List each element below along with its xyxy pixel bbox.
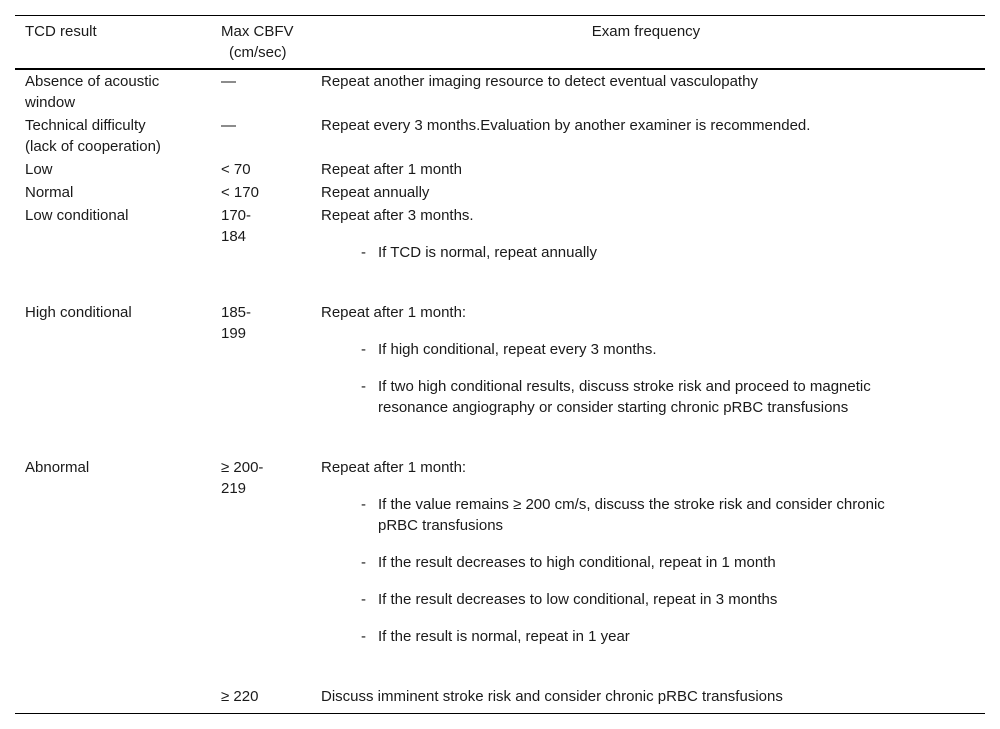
tcd-result-line: (lack of cooperation): [25, 138, 161, 155]
max-cbfv-value: < 170: [221, 184, 259, 201]
bullet-dash: -: [361, 591, 366, 608]
exam-frequency-text: Repeat another imaging resource to detect eventual vasculopathy: [321, 73, 758, 90]
exam-frequency-text: Repeat after 1 month: [321, 161, 462, 178]
table-bottom-rule: [15, 713, 985, 714]
bullet-text: If two high conditional results, discuss stroke risk and proceed to magnetic: [378, 378, 871, 395]
exam-frequency-text: Repeat after 1 month:: [321, 304, 467, 321]
table-header-rule: [15, 68, 985, 70]
exam-frequency-text: Discuss imminent stroke risk and consider chronic pRBC transfusions: [321, 688, 783, 705]
tcd-result-line: Normal: [25, 184, 74, 201]
max-cbfv-value: 170-: [221, 207, 252, 224]
header-tcd-result: TCD result: [25, 23, 97, 40]
tcd-result-line: Absence of acoustic: [25, 73, 160, 90]
max-cbfv-value: 184: [221, 228, 247, 245]
header-exam-frequency: Exam frequency: [591, 23, 701, 40]
max-cbfv-value: < 70: [221, 161, 251, 178]
max-cbfv-value: ≥ 200-: [221, 459, 264, 476]
tcd-result-line: High conditional: [25, 304, 132, 321]
bullet-dash: -: [361, 496, 366, 513]
tcd-result-line: window: [25, 94, 76, 111]
exam-frequency-text: Repeat after 1 month:: [321, 459, 467, 476]
max-cbfv-value: ≥ 220: [221, 688, 259, 705]
bullet-dash: -: [361, 628, 366, 645]
max-cbfv-value: 219: [221, 480, 247, 497]
bullet-dash: -: [361, 341, 366, 358]
bullet-text: If high conditional, repeat every 3 months.: [378, 341, 657, 358]
bullet-text: pRBC transfusions: [378, 517, 504, 534]
bullet-text: resonance angiography or consider starting chronic pRBC transfusions: [378, 399, 849, 416]
tcd-result-line: Abnormal: [25, 459, 90, 476]
exam-frequency-text: Repeat after 3 months.: [321, 207, 474, 224]
exam-frequency-text: Repeat annually: [321, 184, 430, 201]
bullet-text: If the value remains ≥ 200 cm/s, discuss the stroke risk and consider chronic: [378, 496, 885, 513]
bullet-text: If TCD is normal, repeat annually: [378, 244, 597, 261]
header-max-cbfv-unit: (cm/sec): [229, 44, 287, 61]
tcd-result-line: Technical difficulty: [25, 117, 146, 134]
bullet-dash: -: [361, 244, 366, 261]
table-top-rule: [15, 15, 985, 16]
exam-frequency-text: Repeat every 3 months.Evaluation by another examiner is recommended.: [321, 117, 811, 134]
bullet-dash: -: [361, 554, 366, 571]
bullet-text: If the result decreases to low conditional, repeat in 3 months: [378, 591, 778, 608]
max-cbfv-value: 185-: [221, 304, 252, 321]
max-cbfv-value: —: [221, 117, 236, 134]
max-cbfv-value: 199: [221, 325, 247, 342]
max-cbfv-value: —: [221, 73, 236, 90]
bullet-dash: -: [361, 378, 366, 395]
bullet-text: If the result is normal, repeat in 1 year: [378, 628, 630, 645]
bullet-text: If the result decreases to high conditional, repeat in 1 month: [378, 554, 776, 571]
tcd-result-line: Low: [25, 161, 53, 178]
tcd-result-line: Low conditional: [25, 207, 129, 224]
header-max-cbfv: Max CBFV: [221, 23, 294, 40]
